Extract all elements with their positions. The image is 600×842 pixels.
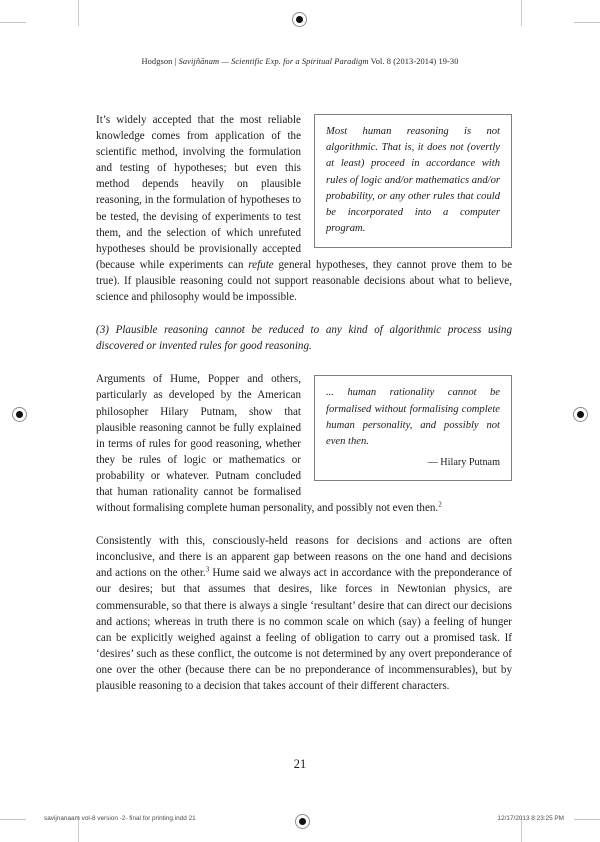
paragraph-1-lead: It’s widely accepted that the most reliable knowledge comes from application of the scientific method, involving the formulation and testing of hypotheses; but even this method depends heavily on plausible reasoning, in the formulation of hypotheses to be tested, the devising of experiments to test them, and the selection of which unrefuted hypotheses should be provisionally accepted (because while experiments can [96, 114, 301, 271]
paragraph-1-tail: general hypotheses, they cannot prove them to be true). If plausible reasoning could not support reasonable decisions about what to believe, science and philosophy would be impossible. [96, 258, 512, 304]
paragraph-4-lead: Consistently with this, consciously-held reasons for decisions and actions are often inconclusive, and there is an apparent gap between reasons on the one hand and decisions and actions on the other. [96, 535, 512, 580]
page-number: 21 [293, 757, 307, 771]
running-head-volume: Vol. 8 (2013-2014) 19-30 [368, 57, 459, 66]
footnote-marker-2[interactable]: 2 [438, 500, 442, 509]
paragraph-4 [96, 533, 512, 694]
pull-quote-2-text: ... human rationality cannot be formalised without formalising complete human personality, and possibly not even then. [326, 387, 500, 447]
running-head-journal: Savijñānam — Scientific Exp. for a Spiritual Paradigm [178, 57, 369, 66]
spacer-after-proposition-3 [96, 354, 512, 371]
running-head [0, 57, 600, 66]
paragraph-3-text: Arguments of Hume, Popper and others, particularly as developed by the American philosopher Hilary Putnam, show that plausible reasoning cannot be fully explained in terms of rules for good reasoning, whether they be rules of logic or mathematics or probability or whatever. Putnam concluded that human rationality cannot be formalised without formalising complete human personality, and possibly not even then. [96, 373, 439, 515]
spacer-after-paragraph-1 [96, 305, 512, 322]
wrap-block-two [96, 371, 512, 516]
slug-timestamp: 12/17/2013 8:23:25 PM [497, 815, 564, 822]
pull-quote-2-attribution: — Hilary Putnam [427, 457, 500, 469]
running-head-author: Hodgson | [141, 57, 179, 66]
paragraph-4-tail: Hume said we always act in accordance with the preponderance of our desires; but that assumes that desires, like forces in Newtonian physics, are commensurable, so that there is always a single ‘resultant’ desire that can direct our decisions and actions; whereas in truth there is no common scale on which (say) a feeling of hunger can be explicitly weighed against a feeling of obligation to carry out a promised task. If ‘desires’ such as these conflict, the outcome is not determined by any overt preponderance of one over the other (because there can be no preponderance of incommensurables), but by plausible reasoning to a decision that takes account of their different characters. [96, 567, 513, 692]
wrap-block-one [96, 112, 512, 305]
pull-quote-box-2 [314, 375, 512, 481]
pull-quote-1-text: Most human reasoning is not algorithmic. That is, it does not (overtly at least) proceed in accordance with rules of logic and/or mathematics and/or probability, or any other rules that could be incorporated into a computer program. [326, 126, 500, 235]
slug-filename: savijnanaam vol-8 version -2- final for printing.indd 21 [44, 815, 196, 822]
registration-mark-icon-bottom [295, 814, 310, 829]
spacer-after-paragraph-3 [96, 516, 512, 533]
pull-quote-box-1 [314, 114, 512, 248]
page-content [96, 112, 512, 694]
proposition-3: (3) Plausible reasoning cannot be reduced to any kind of algorithmic process using discovered or invented rules for good reasoning. [96, 324, 512, 353]
paragraph-1-emphasis: refute [248, 258, 274, 271]
footnote-marker-3[interactable]: 3 [205, 565, 210, 574]
